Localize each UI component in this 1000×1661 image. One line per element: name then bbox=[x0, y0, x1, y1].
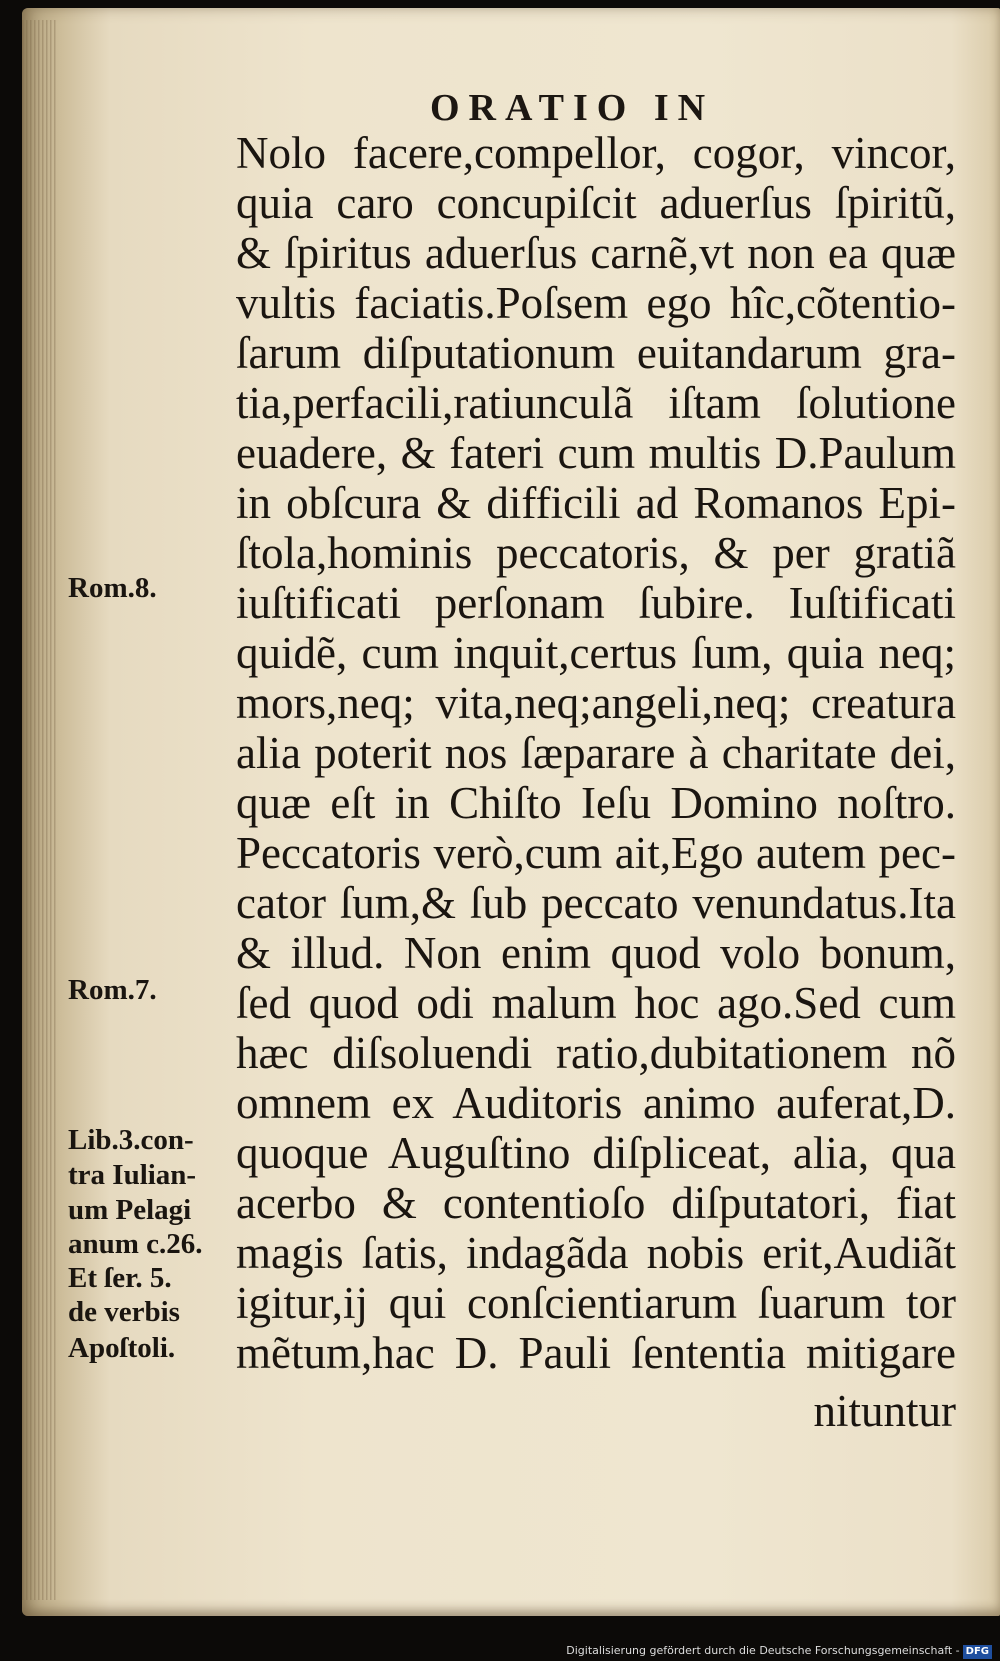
text-line: euadere, & fateri cum multis D.Paulum bbox=[236, 428, 956, 478]
text-line: & illud. Non enim quod volo bonum, bbox=[236, 928, 956, 978]
text-line: magis ſatis, indagãda nobis erit,Audiãt bbox=[236, 1228, 956, 1278]
text-line: tia,perfacili,ratiunculã iſtam ſolutione bbox=[236, 378, 956, 428]
text-line: vultis faciatis.Poſsem ego hîc,cõtentio- bbox=[236, 278, 956, 328]
margin-note: Et ſer. 5. bbox=[68, 1262, 172, 1294]
text-line: Peccatoris verò,cum ait,Ego autem pec- bbox=[236, 828, 956, 878]
text-line: quia caro concupiſcit aduerſus ſpiritũ, bbox=[236, 178, 956, 228]
dfg-logo: DFG bbox=[963, 1645, 992, 1659]
text-line: omnem ex Auditoris animo auferat,D. bbox=[236, 1078, 956, 1128]
text-line: mors,neq; vita,neq;angeli,neq; creatura bbox=[236, 678, 956, 728]
catchword: nituntur bbox=[813, 1386, 956, 1436]
text-line: quidẽ, cum inquit,certus ſum, quia neq; bbox=[236, 628, 956, 678]
running-header: ORATIO IN bbox=[430, 87, 715, 129]
text-line: ſed quod odi malum hoc ago.Sed cum bbox=[236, 978, 956, 1028]
text-line: igitur,ij qui conſcientiarum ſuarum tor bbox=[236, 1278, 956, 1328]
text-line: iuſtificati perſonam ſubire. Iuſtificati bbox=[236, 578, 956, 628]
credit-text: Digitalisierung gefördert durch die Deutsche Forschungsgemeinschaft - bbox=[566, 1644, 960, 1657]
margin-note: de verbis bbox=[68, 1296, 180, 1328]
text-line: cator ſum,& ſub peccato venundatus.Ita bbox=[236, 878, 956, 928]
page-edge-shading bbox=[22, 20, 56, 1600]
margin-note: Rom.8. bbox=[68, 572, 157, 604]
text-line: ſtola,hominis peccatoris, & per gratiã bbox=[236, 528, 956, 578]
text-line: Nolo facere,compellor, cogor, vincor, bbox=[236, 128, 956, 178]
text-line: ſarum diſputationum euitandarum gra- bbox=[236, 328, 956, 378]
text-line: acerbo & contentioſo diſputatori, fiat bbox=[236, 1178, 956, 1228]
text-line: & ſpiritus aduerſus carnẽ,vt non ea quæ bbox=[236, 228, 956, 278]
text-line: in obſcura & difficili ad Romanos Epi- bbox=[236, 478, 956, 528]
margin-note: Apoſtoli. bbox=[68, 1332, 176, 1364]
margin-note: um Pelagi bbox=[68, 1194, 192, 1226]
margin-note: Lib.3.con- bbox=[68, 1124, 194, 1156]
text-line: mẽtum,hac D. Pauli ſententia mitigare bbox=[236, 1328, 956, 1378]
text-line: alia poterit nos ſæparare à charitate dei, bbox=[236, 728, 956, 778]
text-line: hæc diſsoluendi ratio,dubitationem nõ bbox=[236, 1028, 956, 1078]
margin-note: Rom.7. bbox=[68, 974, 157, 1006]
margin-note: tra Iulian- bbox=[68, 1159, 197, 1191]
margin-note: anum c.26. bbox=[68, 1228, 203, 1260]
digitization-credit bbox=[566, 1644, 992, 1658]
text-line: quæ eſt in Chiſto Ieſu Domino noſtro. bbox=[236, 778, 956, 828]
text-line: quoque Auguſtino diſpliceat, alia, qua bbox=[236, 1128, 956, 1178]
